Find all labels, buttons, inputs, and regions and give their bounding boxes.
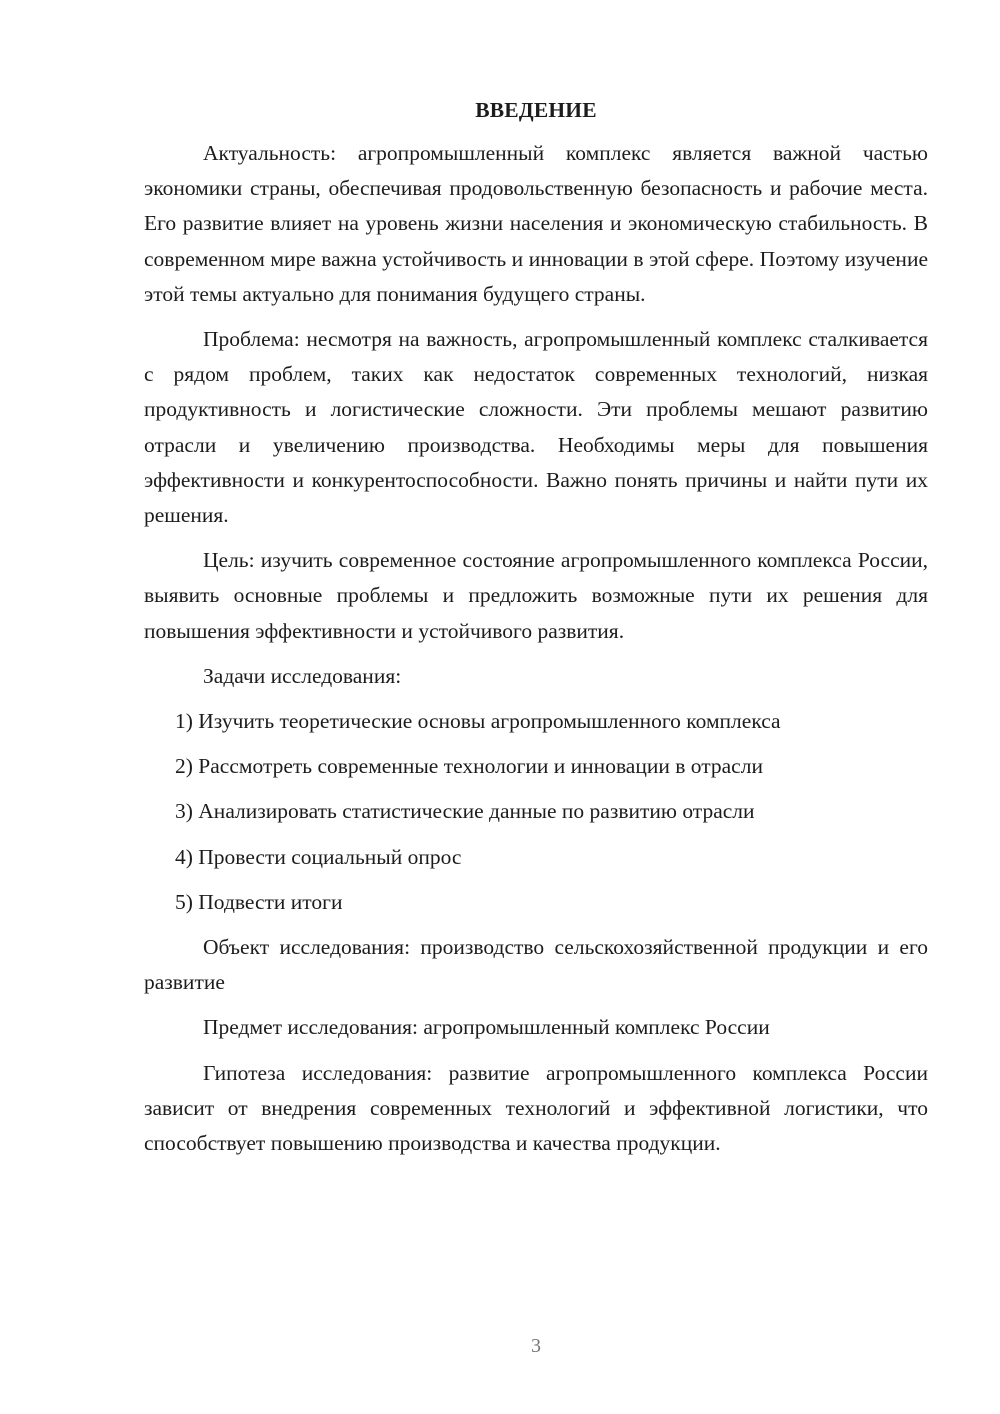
task-item: 5) Подвести итоги [175,889,343,914]
task-item: 3) Анализировать статистические данные по развитию отрасли [175,799,755,824]
task-item: 2) Рассмотреть современные технологии и инновации в отрасли [175,754,763,779]
tasks-list [144,704,928,920]
hypothesis-paragraph: Гипотеза исследования: развитие агропромышленного комплекса России зависит от внедрения современных технологий и эффективной логистики, что способствует повышению производства и качества продукции. [144,1060,928,1156]
page-number: 3 [531,1335,541,1357]
subject-paragraph: Предмет исследования: агропромышленный комплекс России [203,1015,770,1040]
document-body [144,96,928,1171]
task-item: 1) Изучить теоретические основы агропромышленного комплекса [175,709,781,734]
goal-paragraph: Цель: изучить современное состояние агропромышленного комплекса России, выявить основные проблемы и предложить возможные пути их решения для повышения эффективности и устойчивого развития. [144,548,928,643]
relevance-paragraph: Актуальность: агропромышленный комплекс является важной частью экономики страны, обеспечивая продовольственную безопасность и рабочие места. Его развитие влияет на уровень жизни населения и экономическую стабильность. В современном мире важна устойчивость и инновации в этой сфере. Поэтому изучение этой темы актуально для понимания будущего страны. [144,141,928,306]
tasks-heading: Задачи исследования: [203,663,402,688]
object-paragraph: Объект исследования: производство сельскохозяйственной продукции и его развитие [144,935,928,995]
problem-paragraph: Проблема: несмотря на важность, агропромышленный комплекс сталкивается с рядом проблем, таких как недостаток современных технологий, низкая продуктивность и логистические сложности. Эти проблемы мешают развитию отрасли и увеличению производства. Необходимы меры для повышения эффективности и конкурентоспособности. Важно понять причины и найти пути их решения. [144,327,928,528]
task-item: 4) Провести социальный опрос [175,844,462,869]
section-heading: ВВЕДЕНИЕ [475,98,597,122]
